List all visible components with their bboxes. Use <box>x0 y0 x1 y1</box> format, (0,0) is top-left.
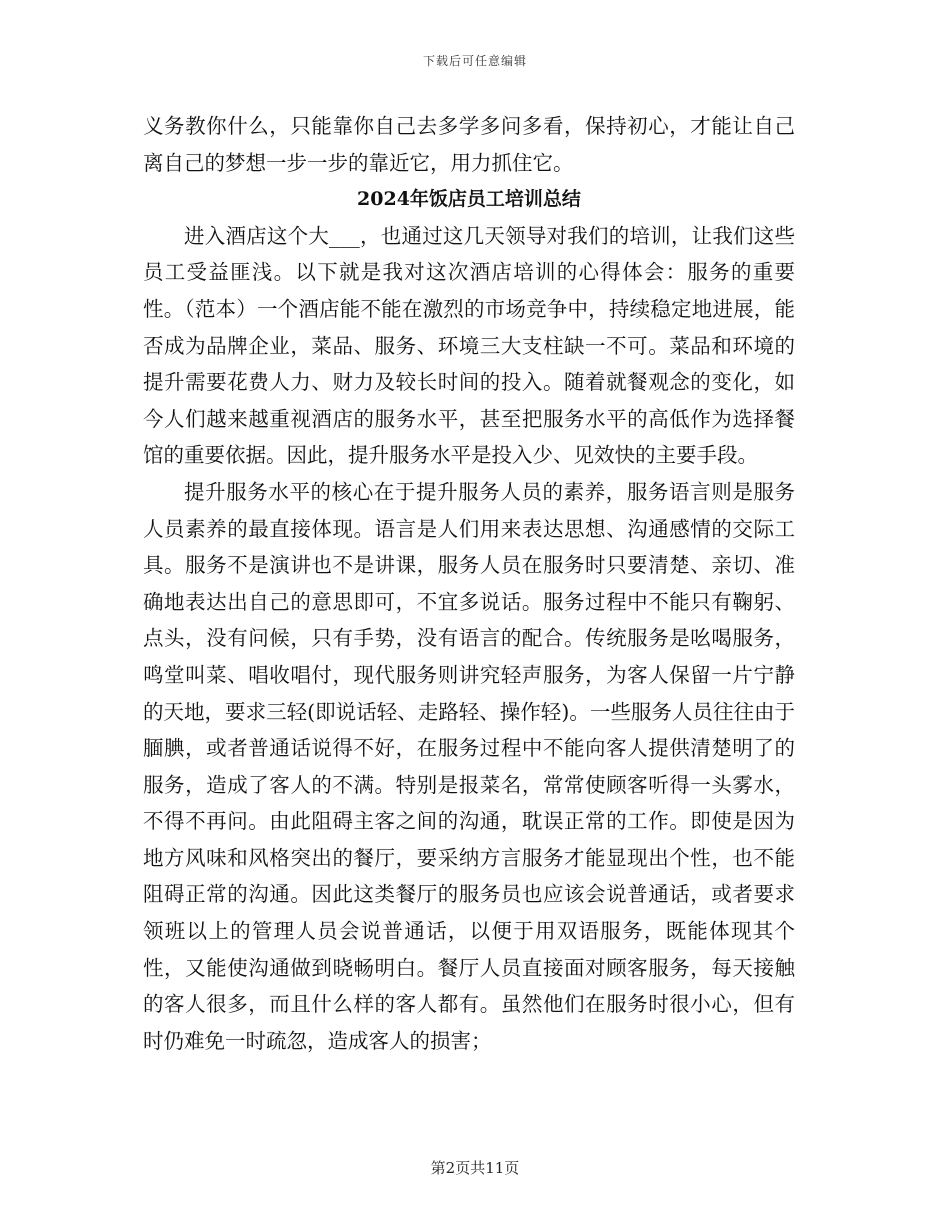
page-number-footer: 第2页共11页 <box>430 1159 520 1177</box>
paragraph-2: 提升服务水平的核心在于提升服务人员的素养，服务语言则是服务人员素养的最直接体现。语言是人们用来表达思想、沟通感情的交际工具。服务不是演讲也不是讲课，服务人员在服务时只要清楚、亲切、准确地表达出自己的意思即可，不宜多说话。服务过程中不能只有鞠躬、点头，没有问候，只有手势，没有语言的配合。传统服务是吆喝服务，鸣堂叫菜、唱收唱付，现代服务则讲究轻声服务，为客人保留一片宁静的天地，要求三轻(即说话轻、走路轻、操作轻)。一些服务人员往往由于腼腆，或者普通话说得不好，在服务过程中不能向客人提供清楚明了的服务，造成了客人的不满。特别是报菜名，常常使顾客听得一头雾水，不得不再问。由此阻碍主客之间的沟通，耽误正常的工作。即使是因为地方风味和风格突出的餐厅，要采纳方言服务才能显现出个性，也不能阻碍正常的沟通。因此这类餐厅的服务员也应该会说普通话，或者要求领班以上的管理人员会说普通话，以便于用双语服务，既能体现其个性，又能使沟通做到晓畅明白。餐厅人员直接面对顾客服务，每天接触的客人很多，而且什么样的客人都有。虽然他们在服务时很小心，但有时仍难免一时疏忽，造成客人的损害； <box>143 479 795 1053</box>
paragraph-1: 进入酒店这个大___，也通过这几天领导对我们的培训，让我们这些员工受益匪浅。以下就是我对这次酒店培训的心得体会：服务的重要性。（范本）一个酒店能不能在激烈的市场竞争中，持续稳定地进展，能否成为品牌企业，菜品、服务、环境三大支柱缺一不可。菜品和环境的提升需要花费人力、财力及较长时间的投入。随着就餐观念的变化，如今人们越来越重视酒店的服务水平，甚至把服务水平的高低作为选择餐馆的重要依据。因此，提升服务水平是投入少、见效快的主要手段。 <box>143 223 795 468</box>
document-title: 2024年饭店员工培训总结 <box>357 188 581 211</box>
page-header-note: 下载后可任意编辑 <box>422 54 527 68</box>
continued-paragraph: 义务教你什么，只能靠你自己去多学多问多看，保持初心，才能让自己离自己的梦想一步一步的靠近它，用力抓住它。 <box>143 114 795 175</box>
document-body <box>143 108 795 1059</box>
